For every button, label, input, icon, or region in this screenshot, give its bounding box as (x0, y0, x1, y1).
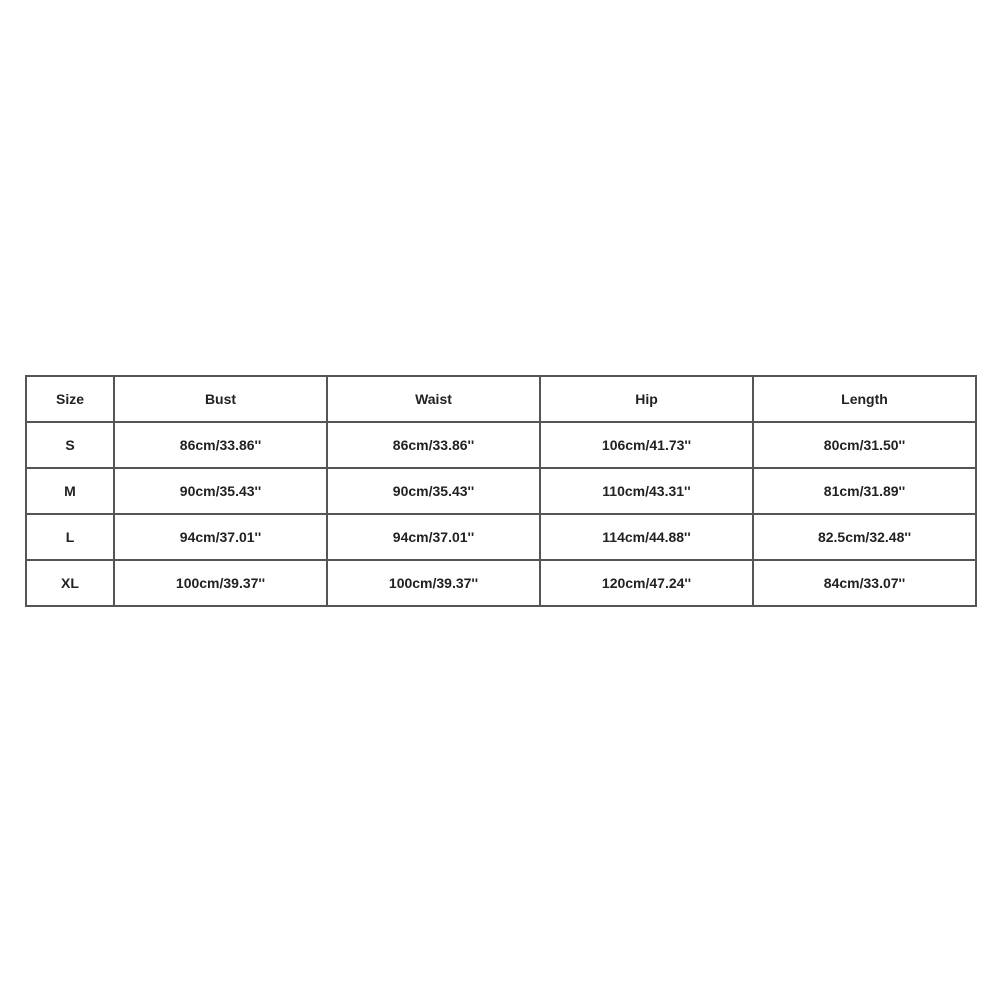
waist-cell: 100cm/39.37'' (327, 560, 540, 606)
size-cell: S (26, 422, 114, 468)
table-row (26, 468, 976, 514)
size-cell: XL (26, 560, 114, 606)
size-cell: M (26, 468, 114, 514)
bust-cell: 94cm/37.01'' (114, 514, 327, 560)
bust-cell: 90cm/35.43'' (114, 468, 327, 514)
length-cell: 80cm/31.50'' (753, 422, 976, 468)
waist-cell: 90cm/35.43'' (327, 468, 540, 514)
table-row (26, 560, 976, 606)
hip-cell: 110cm/43.31'' (540, 468, 753, 514)
hip-cell: 106cm/41.73'' (540, 422, 753, 468)
header-size: Size (26, 376, 114, 422)
size-cell: L (26, 514, 114, 560)
header-waist: Waist (327, 376, 540, 422)
length-cell: 84cm/33.07'' (753, 560, 976, 606)
bust-cell: 86cm/33.86'' (114, 422, 327, 468)
header-length: Length (753, 376, 976, 422)
hip-cell: 120cm/47.24'' (540, 560, 753, 606)
table-row (26, 514, 976, 560)
table-row (26, 422, 976, 468)
waist-cell: 94cm/37.01'' (327, 514, 540, 560)
size-chart-table (25, 375, 977, 607)
header-bust: Bust (114, 376, 327, 422)
length-cell: 81cm/31.89'' (753, 468, 976, 514)
hip-cell: 114cm/44.88'' (540, 514, 753, 560)
header-hip: Hip (540, 376, 753, 422)
bust-cell: 100cm/39.37'' (114, 560, 327, 606)
waist-cell: 86cm/33.86'' (327, 422, 540, 468)
length-cell: 82.5cm/32.48'' (753, 514, 976, 560)
header-row (26, 376, 976, 422)
